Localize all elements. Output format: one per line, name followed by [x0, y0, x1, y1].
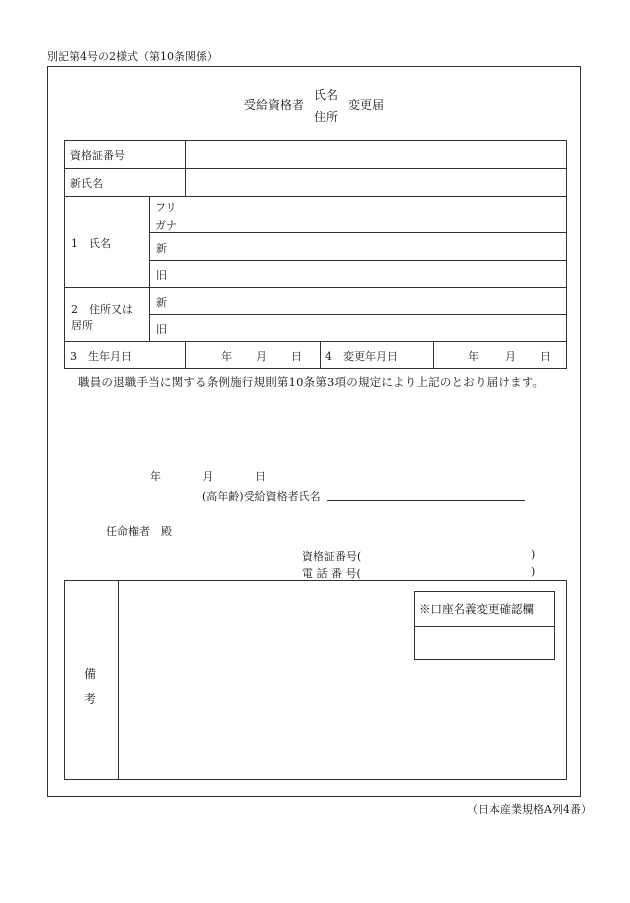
col-divider [185, 341, 186, 368]
change-date-month: 月 [505, 350, 516, 363]
confirmation-box-divider [414, 626, 555, 627]
title-stack-name: 氏名 [313, 88, 338, 102]
info-table [64, 140, 567, 369]
row-divider [149, 260, 566, 261]
change-date-year: 年 [468, 350, 479, 363]
col-divider [149, 196, 150, 341]
title-stack [312, 84, 340, 128]
row-divider [149, 314, 566, 315]
row-divider [65, 196, 566, 197]
appointing-authority: 任命権者 殿 [106, 525, 172, 538]
col-divider [185, 141, 186, 196]
address-section-label-1: 2 住所又は [71, 303, 133, 316]
address-new-label: 新 [156, 296, 167, 309]
birth-date-month: 月 [256, 350, 267, 363]
submission-date [150, 468, 266, 484]
furigana-label-2: ガナ [155, 219, 177, 232]
submission-day: 日 [255, 470, 266, 483]
remarks-label-char-1: 備 [84, 667, 97, 681]
furigana-label-1: フリ [155, 201, 177, 214]
change-date-label: 4 変更年月日 [325, 350, 398, 363]
remarks-label-char-2: 考 [84, 692, 97, 706]
account-change-confirmation-label: ※口座名義変更確認欄 [419, 602, 534, 616]
qualification-number-label: 資格証番号 [70, 149, 125, 162]
remarks-divider [118, 580, 119, 780]
birth-date-label: 3 生年月日 [70, 350, 132, 363]
birth-date-year: 年 [221, 350, 232, 363]
title-right: 変更届 [348, 98, 385, 112]
declaration-statement: 職員の退職手当に関する条例施行規則第10条第3項の規定により上記のとおり届けます。 [78, 375, 545, 389]
col-divider [320, 341, 321, 368]
address-old-label: 旧 [156, 323, 167, 336]
title-stack-address: 住所 [313, 110, 338, 124]
address-section-label-2: 居所 [71, 319, 93, 332]
birth-date-day: 日 [291, 350, 302, 363]
applicant-name-label: (高年齢)受給資格者氏名 [202, 490, 321, 503]
submission-month: 月 [202, 470, 214, 483]
qualification-number-close-paren: ) [531, 548, 536, 561]
row-divider [65, 168, 566, 169]
row-divider [65, 341, 566, 342]
submission-year: 年 [150, 470, 161, 483]
name-new-label: 新 [156, 242, 167, 255]
title-left: 受給資格者 [244, 98, 305, 112]
phone-number-close-paren: ) [531, 565, 536, 578]
col-divider [433, 341, 434, 368]
form-caption: 別記第4号の2様式（第10条関係） [47, 50, 218, 63]
name-section-label: 1 氏名 [71, 237, 111, 250]
qualification-number-field-label: 資格証番号( [302, 550, 362, 563]
paper-size-note: （日本産業規格A列4番） [467, 803, 592, 816]
new-name-label: 新氏名 [70, 177, 103, 190]
change-date-day: 日 [540, 350, 551, 363]
applicant-signature-line [327, 500, 525, 501]
name-old-label: 旧 [156, 269, 167, 282]
row-divider [65, 287, 566, 288]
phone-number-field-label: 電 話 番 号( [302, 567, 361, 580]
row-divider [149, 232, 566, 233]
